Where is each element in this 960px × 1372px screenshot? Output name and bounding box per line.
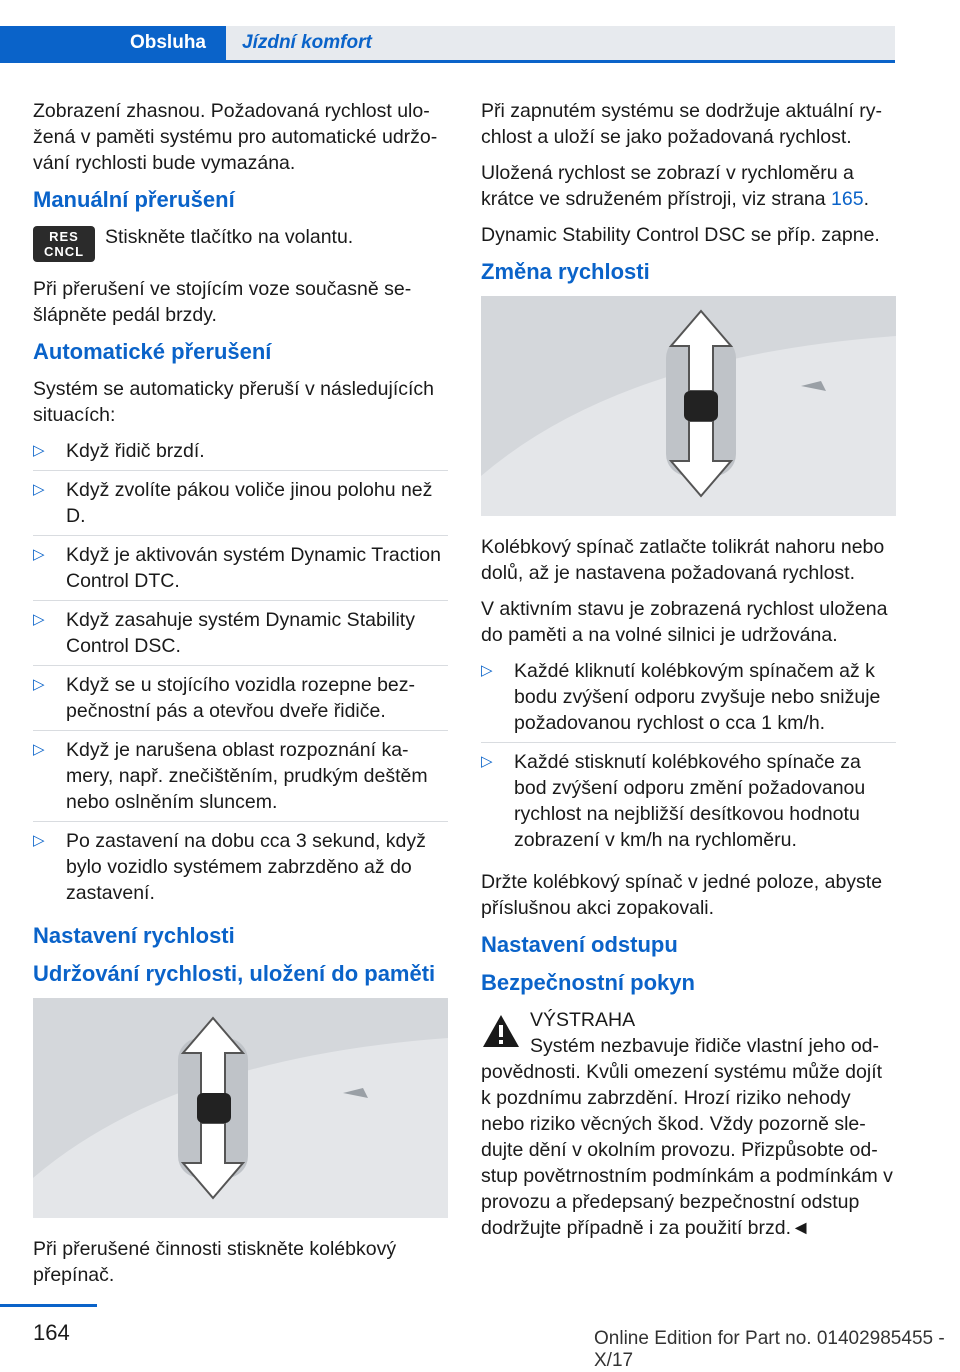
list-item: ▷ Každé kliknutí kolébkovým spínačem až k bodu zvýšení odporu zvyšuje nebo snižuje požadovanou rychlost o cca 1 km/h. [481,658,896,743]
list-item: ▷ Když zasahuje systém Dynamic Stability Control DSC. [33,607,448,666]
warning-block [481,1007,896,1241]
page-number: 164 [33,1320,70,1345]
heading-safety-note: Bezpečnostní pokyn [481,970,695,995]
warning-body: Systém nezbavuje řidiče vlastní jeho odpovědnosti. Kvůli omezení systému může dojít k pozdnímu zabrzdění. Hrozí riziko nehody nebo riziko věcných škod. Vždy pozorně sledujte dění v okolním provozu. Přizpůsobte odstup povětrnostním podmínkám a podmínkám v provozu a předepsaný bezpečnostní odstup dodržujte případně i za použití brzd.◄ [481,1035,893,1239]
paragraph: Systém se automaticky přeruší v následujících situacích: [33,378,434,426]
steering-wheel-rocker-image [481,296,896,516]
footer-rule [0,1304,97,1307]
triangle-bullet-icon: ▷ [481,753,493,770]
paragraph: Dynamic Stability Control DSC se příp. zapne. [481,224,880,246]
paragraph: Kolébkový spínač zatlačte tolikrát nahoru nebo dolů, až je nastavena požadovaná rychlost. [481,536,885,584]
tab-section [0,26,226,60]
header-tabs [0,0,895,60]
list-item: ▷ Každé stisknutí kolébkového spínače za bod zvýšení odporu změní požadovanou rychlost na nejbližší desítkovou hodnotu zobrazení v km/h na rychloměru. [481,751,866,851]
list-item: ▷ Když je aktivován systém Dynamic Traction Control DTC. [33,542,448,601]
paragraph: Při přerušení ve stojícím voze současně sešlápněte pedál brzdy. [33,278,412,326]
heading-speed-setting: Nastavení rychlosti [33,923,235,948]
tab-subsection-label: Jízdní komfort [242,32,372,53]
tab-section-label: Obsluha [129,32,206,53]
triangle-bullet-icon: ▷ [33,442,45,459]
triangle-bullet-icon: ▷ [33,481,45,498]
triangle-bullet-icon: ▷ [33,546,45,563]
list-item: ▷ Když řidič brzdí. [33,438,448,471]
cncl-label: CNCL [43,244,85,259]
heading-change-speed: Změna rychlosti [481,259,650,284]
left-column [33,98,448,1298]
res-cncl-button-icon [33,226,95,262]
heading-manual-interrupt: Manuální přerušení [33,187,235,212]
list-item: ▷ Když je narušena oblast rozpoznání kamery, např. znečištěním, prudkým deštěm nebo oslněním sluncem. [33,737,448,822]
list-item: ▷ Po zastavení na dobu cca 3 sekund, když bylo vozidlo systémem zabrzděno až do zastavení. [33,830,426,904]
warning-triangle-icon [481,1013,521,1049]
triangle-bullet-icon: ▷ [33,611,45,628]
bullet-list [33,438,448,912]
button-instruction [33,224,448,264]
edition-note: Online Edition for Part no. 01402985455 - X/17 [594,1328,945,1371]
page-link[interactable]: 165 [831,188,864,210]
paragraph: V aktivním stavu je zobrazená rychlost uložena do paměti a na volné silnici je udržována. [481,598,888,646]
header-rule [0,60,895,63]
heading-distance-setting: Nastavení odstupu [481,932,678,957]
bullet-list [481,658,896,859]
triangle-bullet-icon: ▷ [481,662,493,679]
list-item: ▷ Když se u stojícího vozidla rozepne bezpečnostní pás a otevřou dveře řidiče. [33,672,448,731]
paragraph: Stiskněte tlačítko na volantu. [105,226,354,248]
list-item: ▷ Když zvolíte pákou voliče jinou polohu než D. [33,477,448,536]
paragraph: Držte kolébkový spínač v jedné poloze, abyste příslušnou akci zopakovali. [481,871,883,919]
paragraph: Při zapnutém systému se dodržuje aktuální rychlost a uloží se jako požadovaná rychlost. [481,100,883,148]
paragraph: Při přerušené činnosti stiskněte kolébkový přepínač. [33,1238,397,1286]
tab-subsection [226,26,895,60]
paragraph: Zobrazení zhasnou. Požadovaná rychlost uložená v paměti systému pro automatické udržování rychlosti bude vymazána. [33,100,438,174]
triangle-bullet-icon: ▷ [33,741,45,758]
right-column [481,98,896,1251]
heading-auto-interrupt: Automatické přerušení [33,339,272,364]
heading-keep-speed: Udržování rychlosti, uložení do paměti [33,961,436,986]
res-label: RES [49,229,79,244]
steering-wheel-rocker-image [33,998,448,1218]
triangle-bullet-icon: ▷ [33,676,45,693]
warning-title: VÝSTRAHA [530,1009,636,1031]
triangle-bullet-icon: ▷ [33,832,45,849]
paragraph: Uložená rychlost se zobrazí v rychloměru a krátce ve sdruženém přístroji, viz strana 165. [481,162,870,210]
